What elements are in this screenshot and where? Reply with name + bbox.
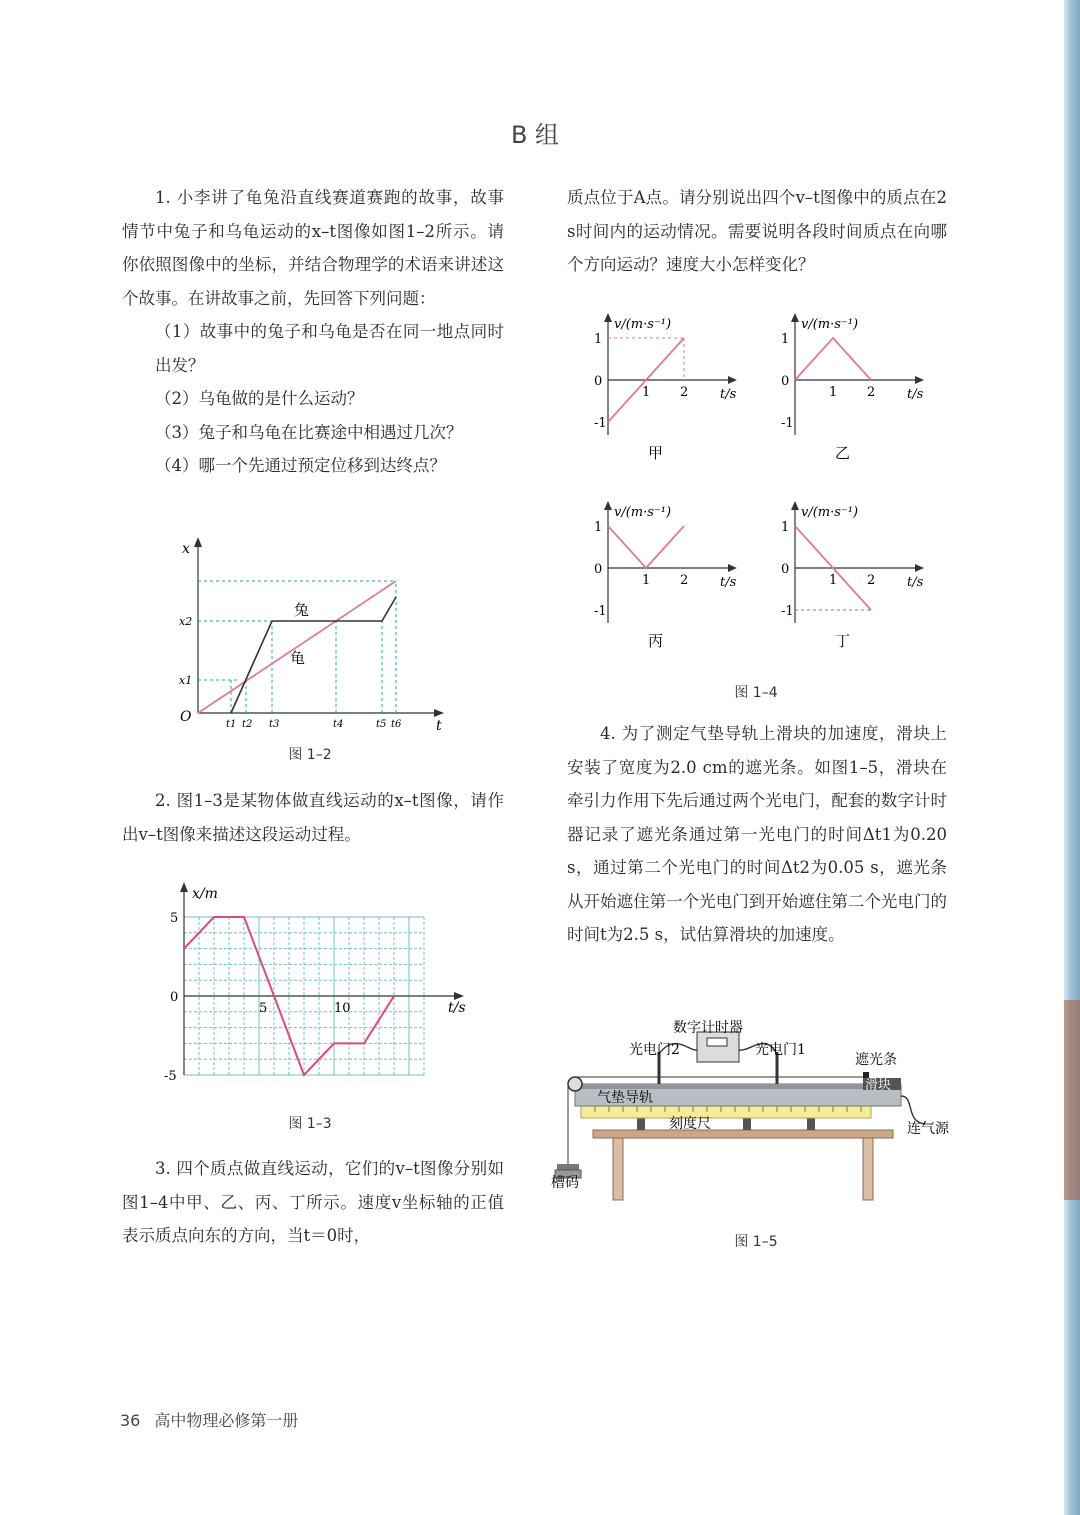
ytick: 0 <box>594 374 603 389</box>
table-leg-right <box>863 1138 873 1200</box>
t-arrow-icon <box>915 564 924 572</box>
ytick: 1 <box>781 332 790 347</box>
rabbit-label: 兔 <box>294 601 310 619</box>
pulley-icon <box>568 1077 582 1091</box>
xtick: 2 <box>867 385 876 400</box>
q3-start-text: 3. 四个质点做直线运动，它们的v–t图像分别如图1–4中甲、乙、丙、丁所示。速度v坐标轴的正值表示质点向东的方向，当t＝0时， <box>122 1159 504 1245</box>
panel-name: 乙 <box>835 444 851 462</box>
page-edge-shadow <box>1064 1000 1080 1200</box>
figure-1-4 <box>580 305 950 665</box>
ytick: 0 <box>594 562 603 577</box>
label-gate1: 光电门1 <box>755 1042 806 1058</box>
xtick-10: 10 <box>334 1001 351 1016</box>
figure-1-5-caption: 图 1–5 <box>734 1234 778 1250</box>
t-arrow-icon <box>915 376 924 384</box>
xtick: 1 <box>829 573 838 588</box>
xtick: 2 <box>680 385 689 400</box>
q3-cont-text: 质点位于A点。请分别说出四个v–t图像中的质点在2 s时间内的运动情况。需要说明各段时间质点在向哪个方向运动？速度大小怎样变化？ <box>567 188 947 274</box>
v-arrow-icon <box>791 501 799 510</box>
label-weight: 槽码 <box>551 1175 579 1191</box>
label-slider: 滑块 <box>865 1078 892 1093</box>
ytick: 1 <box>594 520 603 535</box>
q1-sub-1: （1）故事中的兔子和乌龟是否在同一地点同时出发？ <box>155 322 504 375</box>
x1-label: x1 <box>179 674 193 687</box>
ytick: 1 <box>781 520 790 535</box>
t-arrow-icon <box>728 564 737 572</box>
question-4 <box>567 717 947 952</box>
t-arrow-icon <box>728 376 737 384</box>
axis-x-label: x <box>182 541 190 557</box>
ytick: -1 <box>594 416 607 431</box>
figure-1-5 <box>545 1012 965 1212</box>
q1-sub-4: （4）哪一个先通过预定位移到达终点？ <box>155 456 446 475</box>
rail-support-2 <box>743 1118 751 1130</box>
question-1 <box>122 181 504 483</box>
book-title: 高中物理必修第一册 <box>154 1411 299 1430</box>
x-arrow-icon <box>454 992 464 1000</box>
y-arrow-icon <box>194 537 202 547</box>
panel-name: 甲 <box>648 444 664 462</box>
y-arrow-icon <box>180 882 188 892</box>
rabbit-line <box>231 597 396 713</box>
ylabel: v/(m·s⁻¹) <box>614 317 672 332</box>
t5-label: t5 <box>376 719 387 730</box>
question-3-continued <box>567 181 947 282</box>
turtle-label: 龟 <box>290 649 306 667</box>
xtick-5: 5 <box>259 1001 268 1016</box>
air-rail-top <box>575 1084 901 1089</box>
ytick-0: 0 <box>170 990 179 1005</box>
t1-label: t1 <box>226 719 237 730</box>
t2-label: t2 <box>242 719 253 730</box>
ytick: -1 <box>781 604 794 619</box>
q1-sub-2: （2）乌龟做的是什么运动？ <box>155 389 364 408</box>
section-heading: B 组 <box>510 121 560 149</box>
figure-1-4-caption: 图 1–4 <box>734 685 778 701</box>
panel-4 <box>781 501 924 650</box>
label-gate2: 光电门2 <box>629 1042 680 1058</box>
ylabel: x/m <box>192 886 218 902</box>
xlabel: t/s <box>448 1000 466 1016</box>
label-ruler: 刻度尺 <box>669 1116 711 1132</box>
panel-3 <box>594 501 737 650</box>
xlabel: t/s <box>720 575 737 590</box>
q2-text: 2. 图1–3是某物体做直线运动的x–t图像，请作出v–t图像来描述这段运动过程。 <box>122 791 504 844</box>
question-3-start <box>122 1152 504 1253</box>
v-arrow-icon <box>604 501 612 510</box>
t3-label: t3 <box>269 719 280 730</box>
figure-1-2-caption: 图 1–2 <box>288 747 332 763</box>
xtick: 1 <box>829 385 838 400</box>
ylabel: v/(m·s⁻¹) <box>801 317 859 332</box>
panel-2 <box>781 313 924 462</box>
xtick: 2 <box>680 573 689 588</box>
ytick: -1 <box>594 604 607 619</box>
q1-intro: 1. 小李讲了龟兔沿直线赛道赛跑的故事，故事情节中兔子和乌龟运动的x–t图像如图1–2所示。请你依照图像中的坐标，并结合物理学的术语来讲述这个故事。在讲故事之前，先回答下列问题： <box>122 188 504 308</box>
timer-display <box>707 1038 727 1046</box>
figure-1-3-caption: 图 1–3 <box>288 1116 332 1132</box>
rail-support-3 <box>807 1118 815 1130</box>
x2-label: x2 <box>179 615 193 628</box>
ytick: -1 <box>781 416 794 431</box>
xtick: 2 <box>867 573 876 588</box>
label-rail: 气垫导轨 <box>597 1090 653 1106</box>
label-air: 连气源 <box>907 1121 949 1137</box>
vt-line <box>795 338 871 380</box>
panel-name: 丁 <box>835 632 851 650</box>
ytick: 0 <box>781 374 790 389</box>
page-edge-strip <box>1064 0 1080 1515</box>
xtick: 1 <box>642 385 651 400</box>
t4-label: t4 <box>333 719 344 730</box>
question-2 <box>122 784 504 851</box>
figure-1-3 <box>160 880 480 1090</box>
panel-name: 丙 <box>648 632 664 650</box>
air-hose <box>901 1096 925 1124</box>
label-timer: 数字计时器 <box>673 1020 743 1036</box>
x-arrow-icon <box>434 709 444 717</box>
origin-label: O <box>180 709 192 725</box>
ylabel: v/(m·s⁻¹) <box>614 505 672 520</box>
weight-top <box>557 1164 579 1170</box>
ylabel: v/(m·s⁻¹) <box>801 505 859 520</box>
q1-sub-3: （3）兔子和乌龟在比赛途中相遇过几次？ <box>155 422 463 442</box>
rail-support-1 <box>637 1118 645 1130</box>
page-number: 36 <box>120 1411 141 1430</box>
xlabel: t/s <box>907 575 924 590</box>
axis-t-label: t <box>436 718 442 734</box>
table-top <box>593 1130 893 1138</box>
vt-line <box>608 526 684 568</box>
ytick-5: 5 <box>170 911 179 926</box>
digital-timer <box>697 1032 739 1062</box>
page-footer <box>120 1408 312 1431</box>
t6-label: t6 <box>391 719 402 730</box>
figure-1-2 <box>170 535 460 735</box>
table-leg-left <box>613 1138 623 1200</box>
q4-text: 4. 为了测定气垫导轨上滑块的加速度，滑块上安装了宽度为2.0 cm的遮光条。如图1–5，滑块在牵引力作用下先后通过两个光电门，配套的数字计时器记录了遮光条通过第一光电门的时间Δt1为0.20 s，通过第二个光电门的时间Δt2为0.05 s，遮光条从开始遮住第一个光电门到开始遮住第二个光电门的时间t为2.5 s，试估算滑块的加速度。 <box>567 724 947 944</box>
v-arrow-icon <box>791 313 799 322</box>
ytick-neg5: -5 <box>164 1069 177 1084</box>
ytick: 1 <box>594 332 603 347</box>
xlabel: t/s <box>720 387 737 402</box>
panel-1 <box>594 313 737 462</box>
xlabel: t/s <box>907 387 924 402</box>
ytick: 0 <box>781 562 790 577</box>
ruler <box>581 1106 871 1118</box>
v-arrow-icon <box>604 313 612 322</box>
label-strip: 遮光条 <box>855 1052 897 1068</box>
xtick: 1 <box>642 573 651 588</box>
